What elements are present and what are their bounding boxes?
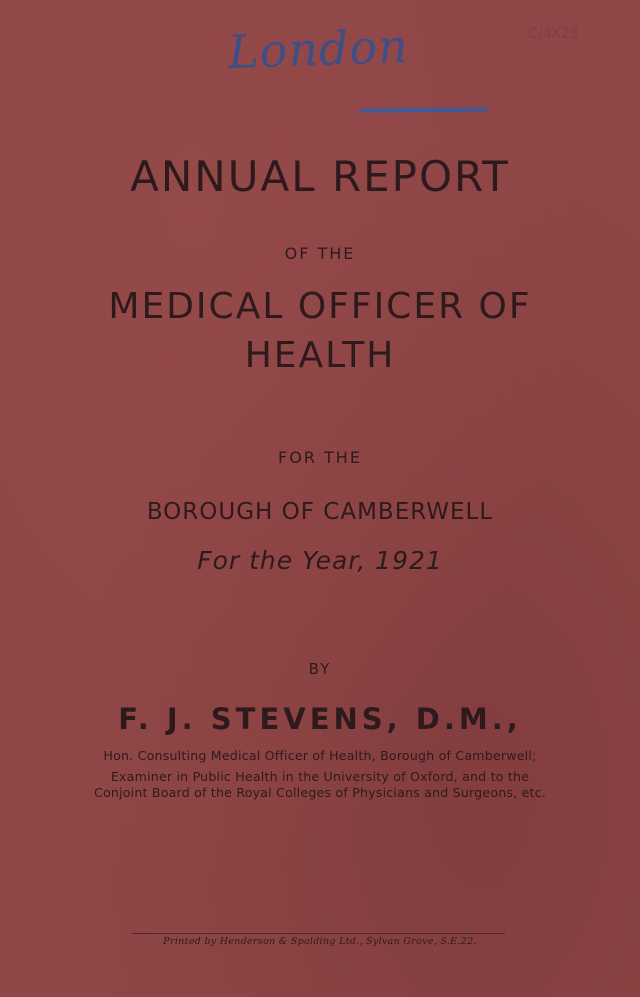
handwritten-note: London — [227, 18, 410, 80]
borough-name: BOROUGH OF CAMBERWELL — [146, 499, 494, 525]
author-name: F. J. STEVENS, D.M., — [118, 702, 522, 736]
author-credential-line: Hon. Consulting Medical Officer of Health, Borough of Camberwell; — [103, 748, 537, 763]
by-label: BY — [308, 660, 332, 678]
office-title-line-2: HEALTH — [244, 335, 396, 376]
report-year: For the Year, 1921 — [197, 546, 443, 575]
office-title-line-1: MEDICAL OFFICER OF — [108, 286, 532, 327]
pencil-catalogue-note: C/4X23 — [528, 26, 579, 42]
printer-imprint: Printed by Henderson & Spalding Ltd., Sylvan Grove, S.E.22. — [163, 936, 477, 947]
report-title: ANNUAL REPORT — [130, 152, 510, 201]
for-the-label: FOR THE — [278, 448, 362, 467]
printer-divider — [132, 933, 505, 934]
author-credential-line: Conjoint Board of the Royal Colleges of Physicians and Surgeons, etc. — [93, 785, 546, 800]
of-the-label: OF THE — [284, 244, 356, 263]
handwritten-underline — [360, 107, 488, 112]
author-credential-line: Examiner in Public Health in the University of Oxford, and to the — [110, 769, 530, 784]
